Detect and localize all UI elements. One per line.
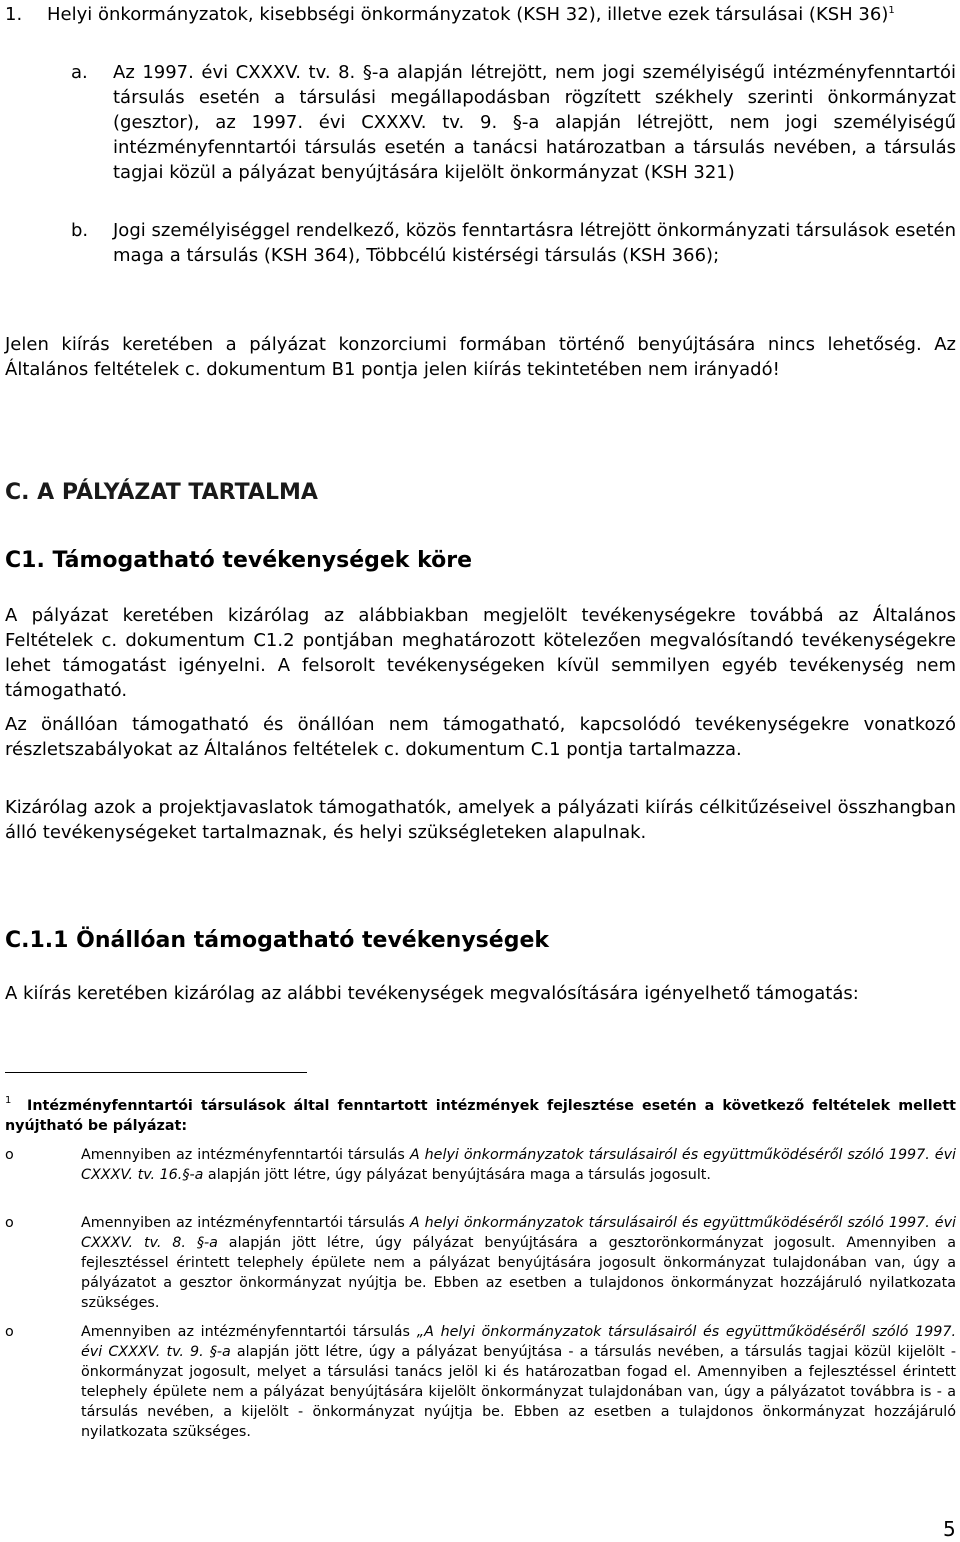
bullet: o [5,1324,14,1340]
list-number: 1. [5,4,23,25]
footnote-item-text: alapján jött létre, úgy pályázat benyújtására a gesztorönkormányzat jogosult. Amennyiben a fejlesztéssel érintett telephely épülete nem a pályázat benyújtására jogosult önkormányzat tulajdonában van, úgy a pályázatot a gesztor önkormányzat nyújtja be. Ebben az esetben a tulajdonos önkormányzat hozzájáruló nyilatkozata szükséges. [81,1235,956,1311]
footnote-heading-text: Intézményfenntartói társulások által fenntartott intézmények fejlesztése esetén a következő feltételek mellett nyújtható be pályázat: [5,1098,956,1134]
paragraph-jelen: Jelen kiírás keretében a pályázat konzorciumi formában történő benyújtására nincs lehetőség. Az Általános feltételek c. dokumentum B1 pontja jelen kiírás tekintetében nem irányadó! [5,334,956,380]
footnote-item-text: alapján jött létre, úgy pályázat benyújtására maga a társulás jogosult. [203,1167,711,1183]
paragraph-3: Kizárólag azok a projektjavaslatok támogathatók, amelyek a pályázati kiírás célkitűzéseivel összhangban álló tevékenységeket tartalmaznak, és helyi szükségleteken alapulnak. [5,797,956,843]
footnote-item-text: Amennyiben az intézményfenntartói társulás [81,1215,410,1231]
footnote-item-law: „A helyi önkormányzatok társulásairól és együttműködéséről szóló 1997. évi CXXXV. tv. 9. §-a [81,1324,957,1360]
sub-item-b [71,218,956,268]
paragraph-2: Az önállóan támogatható és önállóan nem támogatható, kapcsolódó tevékenységekre vonatkozó részletszabályokat az Általános feltételek c. dokumentum C.1 pontja tartalmazza. [5,714,956,760]
bullet: o [5,1215,14,1231]
section-heading-c1: C1. Támogatható tevékenységek köre [5,548,472,573]
paragraph-1: A pályázat keretében kizárólag az alábbiakban megjelölt tevékenységekre továbbá az Általános Feltételek c. dokumentum C1.2 pontjában meghatározott kötelezően megvalósítandó tevékenységekre lehet támogatást igényelni. A felsorolt tevékenységeken kívül semmilyen egyéb tevékenység nem támogatható. [5,605,956,701]
footnote-item [5,1322,957,1442]
sub-item-text: Az 1997. évi CXXXV. tv. 8. §-a alapján létrejött, nem jogi személyiségű intézményfenntartói társulás esetén a társulási megállapodásban rögzített székhely szerinti önkormányzat (gesztor), az 1997. évi CXXXV. tv. 9. §-a alapján létrejött, nem jogi személyiségű intézményfenntartói társulás esetén a tanácsi határozatban a társulás nevében, a társulás tagjai közül a pályázat benyújtására kijelölt önkormányzat (KSH 321) [113,62,956,183]
footnote-item-text: alapján jött létre, úgy a pályázat benyújtása - a társulás nevében, a társulás tagjai közül kijelölt - önkormányzat jogosult, melyet a társulási tanács jelöl ki és határozatban fogad el. Amennyiben a fejlesztéssel érintett telephely épülete nem a pályázat benyújtására kijelölt önkormányzat tulajdonában van, úgy a pályázatot továbbra is - a társulás nevében, a kijelölt - önkormányzat nyújtja be. Ebben az esetben a tulajdonos önkormányzat hozzájáruló nyilatkozata szükséges. [81,1344,956,1440]
sub-item-text: Jogi személyiséggel rendelkező, közös fenntartásra létrejött önkormányzati társulások esetén maga a társulás (KSH 364), Többcélú kistérségi társulás (KSH 366); [113,220,956,266]
footnote-heading [5,1096,956,1136]
footnote-item-law: A helyi önkormányzatok társulásairól és együttműködéséről szóló 1997. évi CXXXV. tv. 16.§-a [81,1147,957,1183]
footnote-item-law: A helyi önkormányzatok társulásairól és együttműködéséről szóló 1997. évi CXXXV. tv. 8. §-a [81,1215,957,1251]
section-heading-c: C. A PÁLYÁZAT TARTALMA [5,480,318,505]
sub-item-label: b. [71,220,89,241]
page-number: 5 [943,1517,956,1541]
footnote-item [5,1145,957,1185]
footnote-item [5,1213,957,1313]
footnote-item-text: Amennyiben az intézményfenntartói társulás [81,1147,410,1163]
list-item-1 [5,2,956,27]
footnote-item-text: Amennyiben az intézményfenntartói társulás [81,1324,417,1340]
sub-item-label: a. [71,62,88,83]
sub-item-a [71,60,956,185]
bullet: o [5,1147,14,1163]
paragraph-4: A kiírás keretében kizárólag az alábbi tevékenységek megvalósítására igényelhető támogatás: [5,983,859,1004]
list-item-text: Helyi önkormányzatok, kisebbségi önkormányzatok (KSH 32), illetve ezek társulásai (KSH 36) [47,4,889,25]
section-heading-c11: C.1.1 Önállóan támogatható tevékenységek [5,928,549,953]
footnote-separator [5,1072,307,1073]
footnote-reference[interactable]: 1 [888,5,895,16]
footnote-mark: 1 [5,1095,12,1106]
